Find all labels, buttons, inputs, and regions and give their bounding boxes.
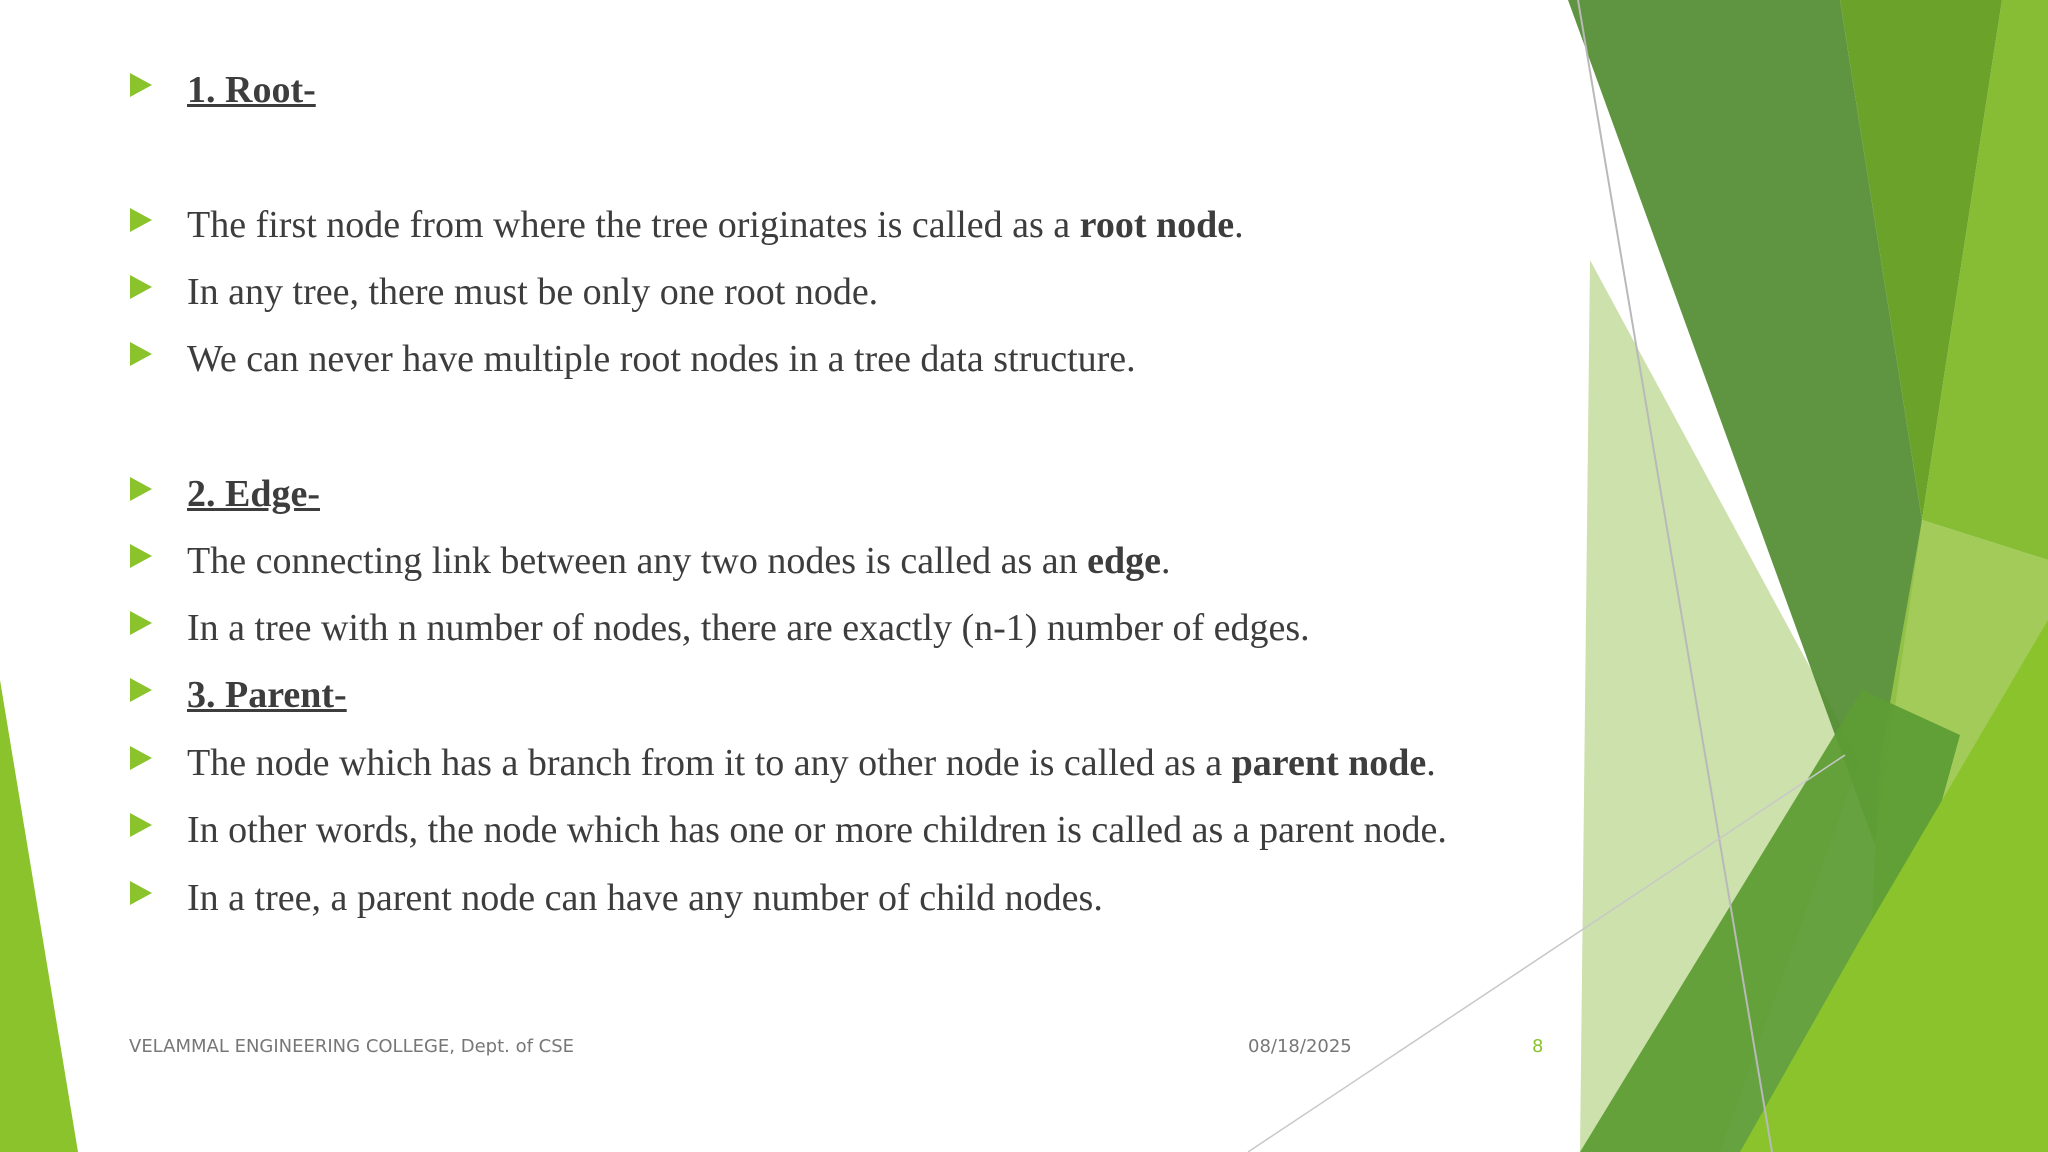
bold-term: edge (1087, 540, 1161, 582)
bullet-arrow-icon (130, 746, 152, 770)
bullet-item (130, 329, 1136, 389)
footer-date: 08/18/2025 (1248, 1036, 1352, 1057)
section-heading-root: 1. Root- (187, 69, 316, 111)
bullet-arrow-icon (130, 208, 152, 232)
bullet-text: In other words, the node which has one or more children is called as a parent node. (187, 809, 1447, 851)
bullet-arrow-icon (130, 813, 152, 837)
bullet-text: In a tree, a parent node can have any number of child nodes. (187, 877, 1103, 919)
slide-number: 8 (1532, 1036, 1544, 1057)
footer-institution: VELAMMAL ENGINEERING COLLEGE, Dept. of CSE (129, 1036, 575, 1057)
section-heading-parent: 3. Parent- (187, 674, 347, 716)
bullet-text: In a tree with n number of nodes, there are exactly (n-1) number of edges. (187, 607, 1310, 649)
bullet-arrow-icon (130, 275, 152, 299)
bullet-item (130, 195, 1244, 255)
bullet-arrow-icon (130, 342, 152, 366)
bold-term: parent node (1231, 742, 1427, 784)
bullet-item (130, 868, 1103, 928)
bullet-text: The node which has a branch from it to any other node is called as a parent node. (187, 742, 1436, 784)
bullet-arrow-icon (130, 477, 152, 501)
bullet-text: We can never have multiple root nodes in a tree data structure. (187, 338, 1136, 380)
bullet-text: The first node from where the tree originates is called as a root node. (187, 204, 1244, 246)
left-facet (0, 680, 78, 1152)
bullet-item (130, 665, 347, 725)
bullet-item (130, 262, 878, 322)
bullet-arrow-icon (130, 611, 152, 635)
bullet-text: The connecting link between any two nodes is called as an edge. (187, 540, 1171, 582)
bullet-arrow-icon (130, 544, 152, 568)
bullet-arrow-icon (130, 678, 152, 702)
bullet-text: In any tree, there must be only one root node. (187, 271, 879, 313)
bullet-item (130, 531, 1170, 591)
bullet-item (130, 800, 1447, 860)
bullet-item (130, 598, 1310, 658)
bullet-item (130, 733, 1436, 793)
bullet-arrow-icon (130, 73, 152, 97)
bold-term: root node (1079, 204, 1235, 246)
section-heading-edge: 2. Edge- (187, 473, 320, 515)
bullet-arrow-icon (130, 881, 152, 905)
bullet-item (130, 60, 316, 120)
bullet-item (130, 464, 320, 524)
